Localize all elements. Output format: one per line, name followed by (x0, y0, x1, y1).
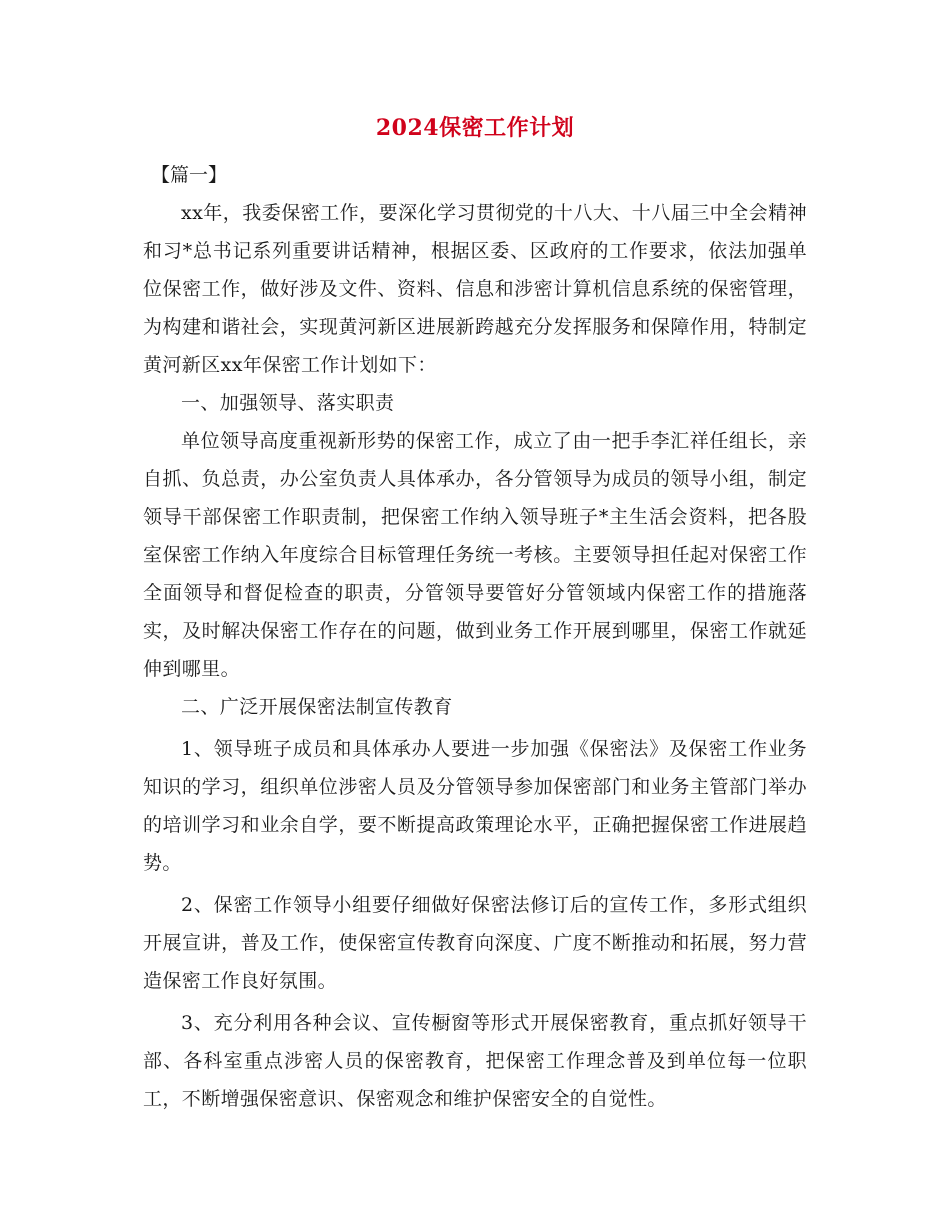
document-title: 2024保密工作计划 (375, 115, 575, 141)
leadership-paragraph: 单位领导高度重视新形势的保密工作，成立了由一把手李汇祥任组长，亲自抓、负总责，办公室负责人具体承办，各分管领导为成员的领导小组，制定领导干部保密工作职责制，把保密工作纳入领导班子*主生活会资料，把各股室保密工作纳入年度综合目标管理任务统一考核。主要领导担任起对保密工作全面领导和督促检查的职责，分管领导要管好分管领域内保密工作的措施落实，及时解决保密工作存在的问题，做到业务工作开展到哪里，保密工作就延伸到哪里。 (143, 430, 807, 680)
heading-education: 二、广泛开展保密法制宣传教育 (181, 696, 453, 718)
education-item-3: 3、充分利用各种会议、宣传橱窗等形式开展保密教育，重点抓好领导干部、各科室重点涉密人员的保密教育，把保密工作理念普及到单位每一位职工，不断增强保密意识、保密观念和维护保密安全的自觉性。 (143, 1012, 807, 1110)
section-tag: 【篇一】 (151, 164, 228, 186)
education-item-2: 2、保密工作领导小组要仔细做好保密法修订后的宣传工作，多形式组织开展宣讲，普及工作，使保密宣传教育向深度、广度不断推动和拓展，努力营造保密工作良好氛围。 (143, 894, 807, 992)
education-item-1: 1、领导班子成员和具体承办人要进一步加强《保密法》及保密工作业务知识的学习，组织单位涉密人员及分管领导参加保密部门和业务主管部门举办的培训学习和业余自学，要不断提高政策理论水平，正确把握保密工作进展趋势。 (143, 738, 807, 874)
intro-paragraph: xx年，我委保密工作，要深化学习贯彻党的十八大、十八届三中全会精神和习*总书记系列重要讲话精神，根据区委、区政府的工作要求，依法加强单位保密工作，做好涉及文件、资料、信息和涉密计算机信息系统的保密管理，为构建和谐社会，实现黄河新区进展新跨越充分发挥服务和保障作用，特制定黄河新区xx年保密工作计划如下： (143, 202, 807, 376)
heading-leadership: 一、加强领导、落实职责 (181, 392, 395, 414)
